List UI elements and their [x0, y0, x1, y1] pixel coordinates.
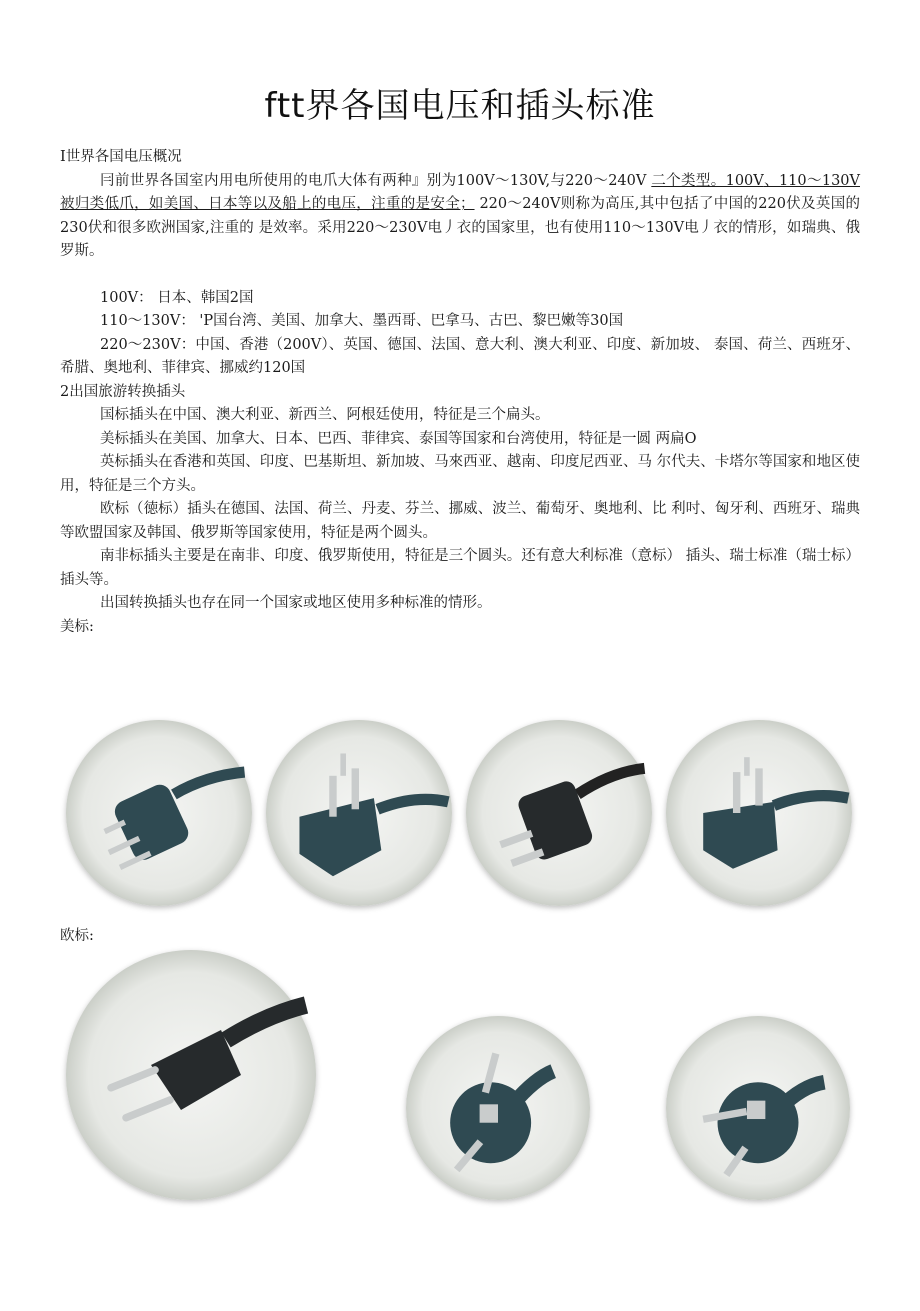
- section1-heading: I世界各国电压概况: [60, 149, 182, 165]
- plug-photo-icon: [66, 950, 316, 1200]
- plug-paragraph-1: 国标插头在中国、澳大利亚、新西兰、阿根廷使用，特征是三个扁头。: [100, 407, 550, 423]
- voltage-line-100: 100V： 日本、韩国2国: [100, 289, 254, 306]
- plug-photo-icon: [406, 1016, 590, 1200]
- voltage-line-110: 110～130V： 'P国台湾、美国、加拿大、墨西哥、巴拿马、古巴、黎巴嫩等30国: [100, 313, 624, 329]
- us-plug-image-2: [266, 720, 452, 906]
- para-text-a: 冃前世界各国室内用电所使用的电爪大体有两种』别为100V～130V,与220～240V: [100, 172, 652, 189]
- plug-photo-icon: [666, 1016, 850, 1200]
- voltage-line-220: 220～230V：中国、香港（200V）、英国、德国、法国、意大利、澳大利亚、印度、新加坡、 泰国、荷兰、西班牙、希腊、奥地利、菲律宾、挪威约120国: [60, 336, 860, 376]
- eu-plug-image-3: [666, 1016, 850, 1200]
- plug-paragraph-5: 南非标插头主要是在南非、印度、俄罗斯使用，特征是三个圆头。还有意大利标准（意标） 插头、瑞士标准（瑞士标）插头等。: [60, 548, 860, 588]
- eu-plug-image-2: [406, 1016, 590, 1200]
- plug-photo-icon: [266, 720, 452, 906]
- us-plug-image-3: [466, 720, 652, 906]
- us-plug-image-4: [666, 720, 852, 906]
- section2-heading: 2出国旅游转换插头: [60, 383, 186, 400]
- us-standard-label: 美标:: [60, 618, 94, 635]
- para-underlined-b: 、110～130V被归类低爪，如美国、日本等以及船上的电压，注重的是安全；: [60, 172, 860, 212]
- plug-photo-icon: [66, 720, 252, 906]
- plug-paragraph-3: 英标插头在香港和英国、印度、巴基斯坦、新加坡、马來西亚、越南、印度尼西亚、马 尔代夫、卡塔尔等国家和地区使用，特征是三个方头。: [60, 454, 860, 494]
- plug-paragraph-2: 美标插头在美国、加拿大、日本、巴西、菲律宾、泰国等国家和台湾使用，特征是一圆 两扁O: [100, 430, 697, 447]
- page-title: ftt界各国电压和插头标准: [264, 86, 656, 126]
- plug-paragraph-4: 欧标（徳标）插头在德国、法国、荷兰、丹麦、芬兰、挪威、波兰、葡萄牙、奥地利、比 利吋、匈牙利、西班牙、瑞典等欧盟国家及韩国、俄罗斯等国家使用，特征是两个圆头。: [60, 501, 860, 541]
- document-body: [60, 146, 860, 639]
- voltage-overview-paragraph: [60, 170, 860, 264]
- eu-standard-label: 欧标:: [60, 928, 94, 944]
- us-plug-image-1: [66, 720, 252, 906]
- para-underlined-a: 二个类型。100V: [651, 172, 764, 189]
- para-text-b: 220～240V则称为高压,其中包括了中国的220伏及英国的230伏和很多欧洲国家,注重的 是效率。采用220～230V电丿衣的国家里，也有使用110～130V电丿衣的情形，如瑞典、俄罗斯。: [60, 196, 861, 259]
- plug-paragraph-6: 出国转换插头也存在同一个国家或地区使用多种标准的情形。: [100, 595, 492, 611]
- eu-plug-image-1: [66, 950, 316, 1200]
- plug-photo-icon: [466, 720, 652, 906]
- plug-photo-icon: [666, 720, 852, 906]
